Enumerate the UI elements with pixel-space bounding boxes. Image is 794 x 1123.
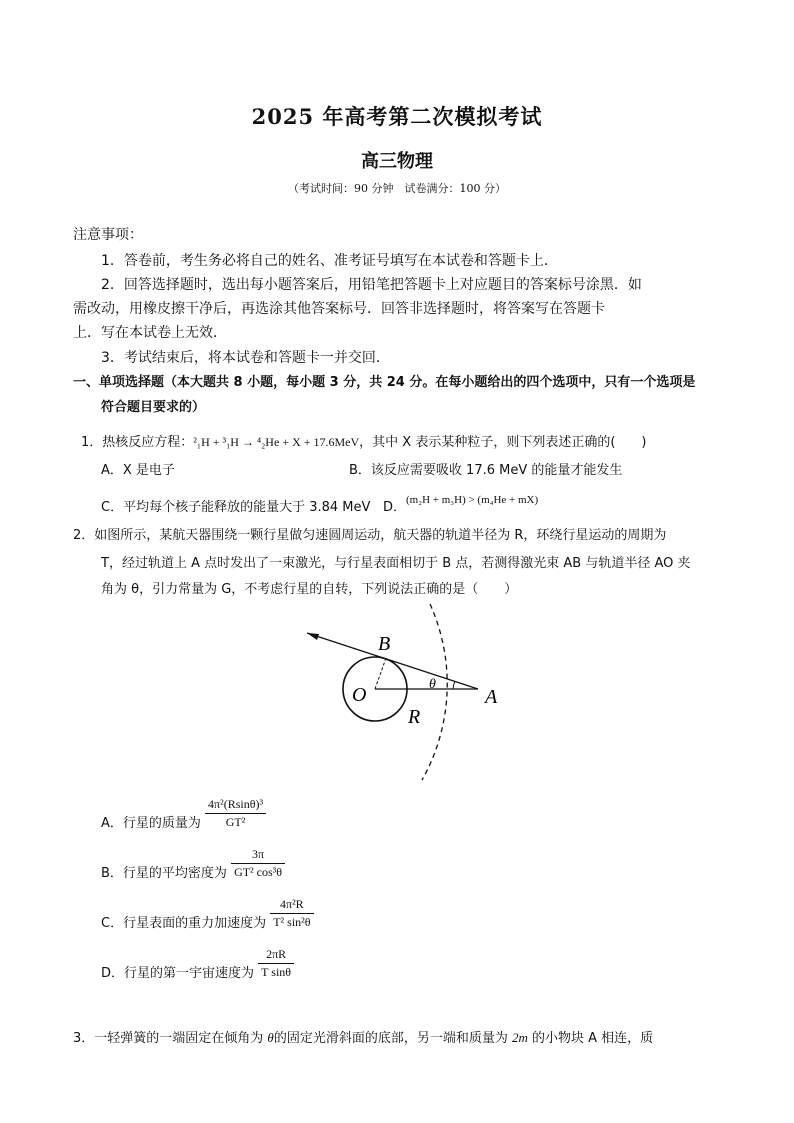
question-3-part2: 的固定光滑斜面的底部，另一端和质量为 — [273, 1031, 508, 1046]
question-1-option-d-formula: (m₂H + m₃H) > (m₄He + mX) — [406, 494, 539, 506]
notice-heading: 注意事项： — [73, 227, 143, 243]
notice-item-3: 3．考试结束后，将本试卷和答题卡一并交回． — [101, 350, 390, 366]
question-2-option-d-formula — [258, 947, 294, 980]
question-1-stem — [81, 431, 647, 450]
exam-info: （考试时间：90 分钟 试卷满分：100 分） — [288, 182, 506, 195]
question-1-option-d-label: D． — [383, 500, 407, 515]
question-3-theta: θ — [267, 1030, 274, 1045]
question-2-option-d-label: D．行星的第一宇宙速度为 — [101, 966, 255, 981]
orbit-diagram — [290, 600, 520, 785]
question-2-option-c — [101, 897, 314, 930]
question-2-option-d-numerator: 2πR — [258, 947, 294, 964]
question-1-option-b: B．该反应需要吸收 17.6 MeV 的能量才能发生 — [349, 463, 623, 478]
section1-heading-line2: 符合题目要求的） — [101, 400, 206, 415]
label-o: O — [352, 684, 367, 706]
question-3-part1: 3．一轻弹簧的一端固定在倾角为 — [73, 1031, 264, 1046]
label-theta: θ — [429, 677, 436, 692]
notice-item-2-line3: 上．写在本试卷上无效． — [73, 325, 227, 341]
question-2-option-c-numerator: 4π²R — [270, 897, 313, 914]
question-3-part3: 的小物块 A 相连，质 — [532, 1031, 654, 1046]
orbit-arc — [422, 604, 447, 780]
question-2-option-a — [101, 797, 266, 830]
question-1-option-a: A．X 是电子 — [101, 463, 175, 478]
laser-beam — [307, 633, 478, 689]
notice-item-2-line2: 需改动，用橡皮擦干净后，再选涂其他答案标号．回答非选择题时，将答案写在答题卡 — [73, 301, 605, 317]
question-2-line3: 角为 θ，引力常量为 G，不考虑行星的自转，下列说法正确的是（ ） — [101, 582, 518, 597]
notice-item-2-line1: 2．回答选择题时，选出每小题答案后，用铅笔把答题卡上对应题目的答案标号涂黑．如 — [101, 277, 642, 293]
question-2-option-c-denominator: T² sin²θ — [273, 915, 311, 929]
question-1-option-c: C．平均每个核子能释放的能量大于 3.84 MeV — [101, 500, 371, 515]
subject-title: 高三物理 — [361, 151, 433, 172]
radius-ob — [375, 658, 386, 689]
notice-item-1: 1．答卷前，考生务必将自己的姓名、准考证号填写在本试卷和答题卡上． — [101, 253, 558, 269]
question-2-option-b — [101, 847, 285, 880]
question-1-prefix: 1．热核反应方程： — [81, 435, 194, 450]
question-2-option-a-numerator: 4π²(Rsinθ)³ — [205, 797, 266, 814]
question-1-equation: ²₁H + ³₁H → ⁴₂He + X + 17.6MeV — [193, 435, 360, 449]
question-2-option-d-denominator: T sinθ — [261, 965, 292, 979]
section1-heading-line1: 一、单项选择题（本大题共 8 小题，每小题 3 分，共 24 分。在每小题给出的四个选项中，只有一个选项是 — [73, 375, 696, 390]
question-2-option-d — [101, 947, 294, 980]
question-2-option-b-numerator: 3π — [231, 847, 285, 864]
question-3-mass: 2m — [511, 1030, 528, 1045]
exam-title: 2025 年高考第二次模拟考试 — [251, 104, 543, 129]
question-2-option-c-label: C．行星表面的重力加速度为 — [101, 916, 267, 931]
question-1-option-d — [383, 496, 538, 515]
laser-arrow — [307, 633, 319, 640]
question-2-line2: T，经过轨道上 A 点时发出了一束激光，与行星表面相切于 B 点，若测得激光束 AB 与轨道半径 AO 夹 — [101, 556, 691, 571]
label-a: A — [485, 686, 498, 708]
label-r: R — [408, 706, 421, 728]
question-3-line1 — [73, 1027, 653, 1046]
question-2-option-c-formula — [270, 897, 313, 930]
question-1-suffix: ，其中 X 表示某种粒子，则下列表述正确的( ) — [359, 435, 647, 450]
question-2-option-a-formula — [205, 797, 266, 830]
question-2-line1: 2．如图所示，某航天器围绕一颗行星做匀速圆周运动，航天器的轨道半径为 R，环绕行星运动的周期为 — [73, 528, 667, 543]
angle-arc — [453, 681, 455, 689]
question-2-option-a-denominator: GT² — [225, 815, 246, 829]
question-2-option-b-label: B．行星的平均密度为 — [101, 866, 227, 881]
question-2-option-b-formula — [231, 847, 285, 880]
question-2-option-a-label: A．行星的质量为 — [101, 816, 201, 831]
label-b: B — [378, 633, 391, 655]
question-2-option-b-denominator: GT² cos³θ — [234, 865, 282, 879]
